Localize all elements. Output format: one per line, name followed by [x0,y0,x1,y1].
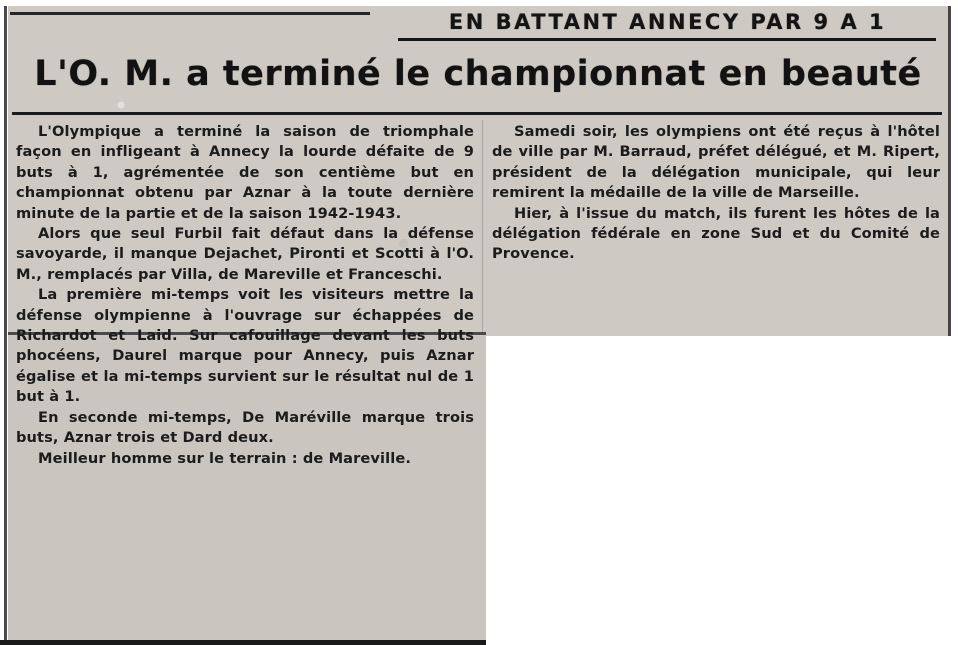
left-edge-rule [4,6,7,640]
paragraph: L'Olympique a terminé la saison de triomphale façon en infligeant à Annecy la lourde défaite de 9 buts à 1, agrémentée de son centième but en championnat obtenu par Aznar à la toute dernière minute de la partie et de la saison 1942-1943. [16,123,474,222]
page-title: L'O. M. a terminé le championnat en beauté [34,54,922,94]
top-left-rule [10,12,370,15]
paragraph: Samedi soir, les olympiens ont été reçus à l'hôtel de ville par M. Barraud, préfet délégué, et M. Ripert, président de la délégation municipale, qui leur remirent la médaille de la ville de Marseille. [492,123,940,202]
kicker-underline-rule [398,38,936,41]
paragraph: Hier, à l'issue du match, ils furent les hôtes de la délégation fédérale en zone Sud et du Comité de Provence. [492,204,940,263]
article-column-left [16,122,474,469]
paragraph: La première mi-temps voit les visiteurs mettre la défense olympienne à l'ouvrage sur échappées de Richardot et Laid. Sur cafouillage devant les buts phocéens, Daurel marque pour Annecy, puis Aznar égalise et la mi-temps survient sur le résultat nul de 1 but à 1. [16,286,474,406]
article-column-right [492,122,940,265]
column-divider [482,120,483,332]
paragraph: Meilleur homme sur le terrain : de Mareville. [38,449,411,467]
paragraph: Alors que seul Furbil fait défaut dans la défense savoyarde, il manque Dejachet, Pironti et Scotti à l'O. M., remplacés par Villa, de Mareville et Franceschi. [16,225,474,283]
article-kicker: EN BATTANT ANNECY PAR 9 A 1 [448,10,887,34]
right-edge-rule [948,6,951,336]
blank-right-margin [486,336,958,645]
bottom-border-rule [0,640,486,645]
paragraph: En seconde mi-temps, De Maréville marque trois buts, Aznar trois et Dard deux. [16,408,474,447]
headline-underline-rule [12,112,942,115]
